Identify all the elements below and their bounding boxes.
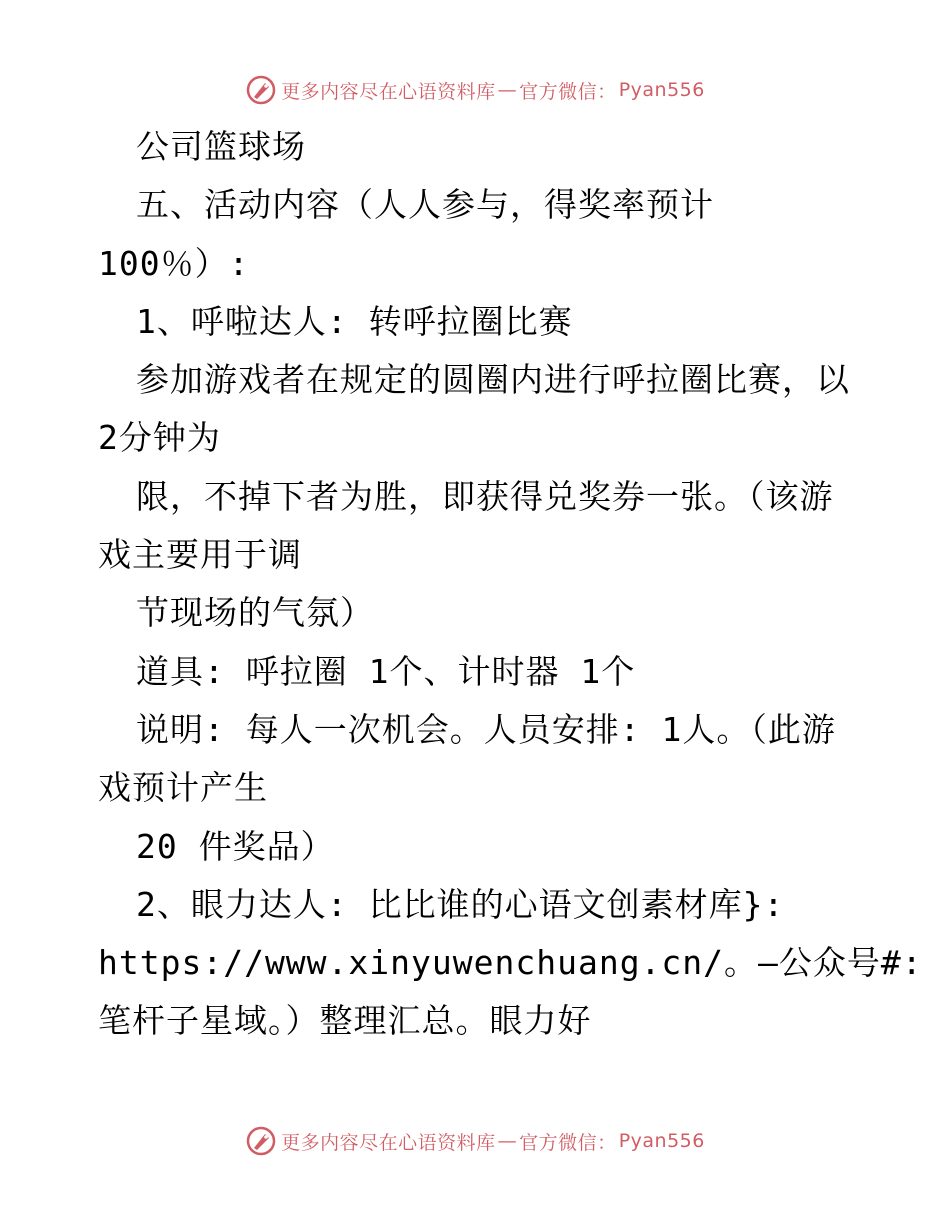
watermark-suffix: 官方微信：: [519, 80, 617, 103]
watermark-text: 更多内容尽在心语资料库: [281, 1131, 496, 1154]
watermark-id: Pyan556: [618, 1130, 705, 1152]
text-line-6: 2分钟为: [98, 418, 221, 458]
pen-nib-logo-icon: [245, 1125, 277, 1157]
text-line-12: 戏预计产生: [98, 768, 268, 808]
text-line-11: 说明: 每人一次机会。人员安排: 1人。（此游: [136, 709, 836, 749]
text-line-14: 2、眼力达人: 比比谁的心语文创素材库}:: [136, 884, 785, 924]
text-line-15: https://www.xinyuwenchuang.cn/。—公众号#:: [98, 943, 923, 983]
text-line-9: 节现场的气氛）: [136, 593, 374, 633]
text-line-8: 戏主要用于调: [98, 535, 302, 575]
text-line-7: 限，不掉下者为胜，即获得兑奖券一张。（该游: [136, 476, 834, 516]
header-watermark: [0, 70, 950, 110]
watermark-text: 更多内容尽在心语资料库: [281, 80, 496, 103]
text-line-5: 参加游戏者在规定的圆圈内进行呼拉圈比赛，以: [136, 360, 850, 400]
pen-nib-logo-icon: [245, 74, 277, 106]
text-line-10: 道具: 呼拉圈 1个、计时器 1个: [136, 651, 636, 691]
footer-watermark: [0, 1121, 950, 1161]
text-line-13: 20 件奖品）: [136, 826, 335, 866]
text-line-1: 公司篮球场: [136, 127, 306, 166]
text-line-16: 笔杆子星域。）整理汇总。眼力好: [98, 1001, 592, 1041]
watermark-dash: —: [497, 79, 518, 101]
text-line-3: 100％）:: [98, 243, 250, 283]
watermark-dash: —: [497, 1130, 518, 1152]
text-line-4: 1、呼啦达人: 转呼拉圈比赛: [136, 301, 573, 341]
watermark-id: Pyan556: [618, 79, 705, 101]
text-line-2: 五、活动内容（人人参与，得奖率预计: [136, 185, 714, 225]
document-body: [98, 118, 923, 1051]
watermark-suffix: 官方微信：: [519, 1131, 617, 1154]
